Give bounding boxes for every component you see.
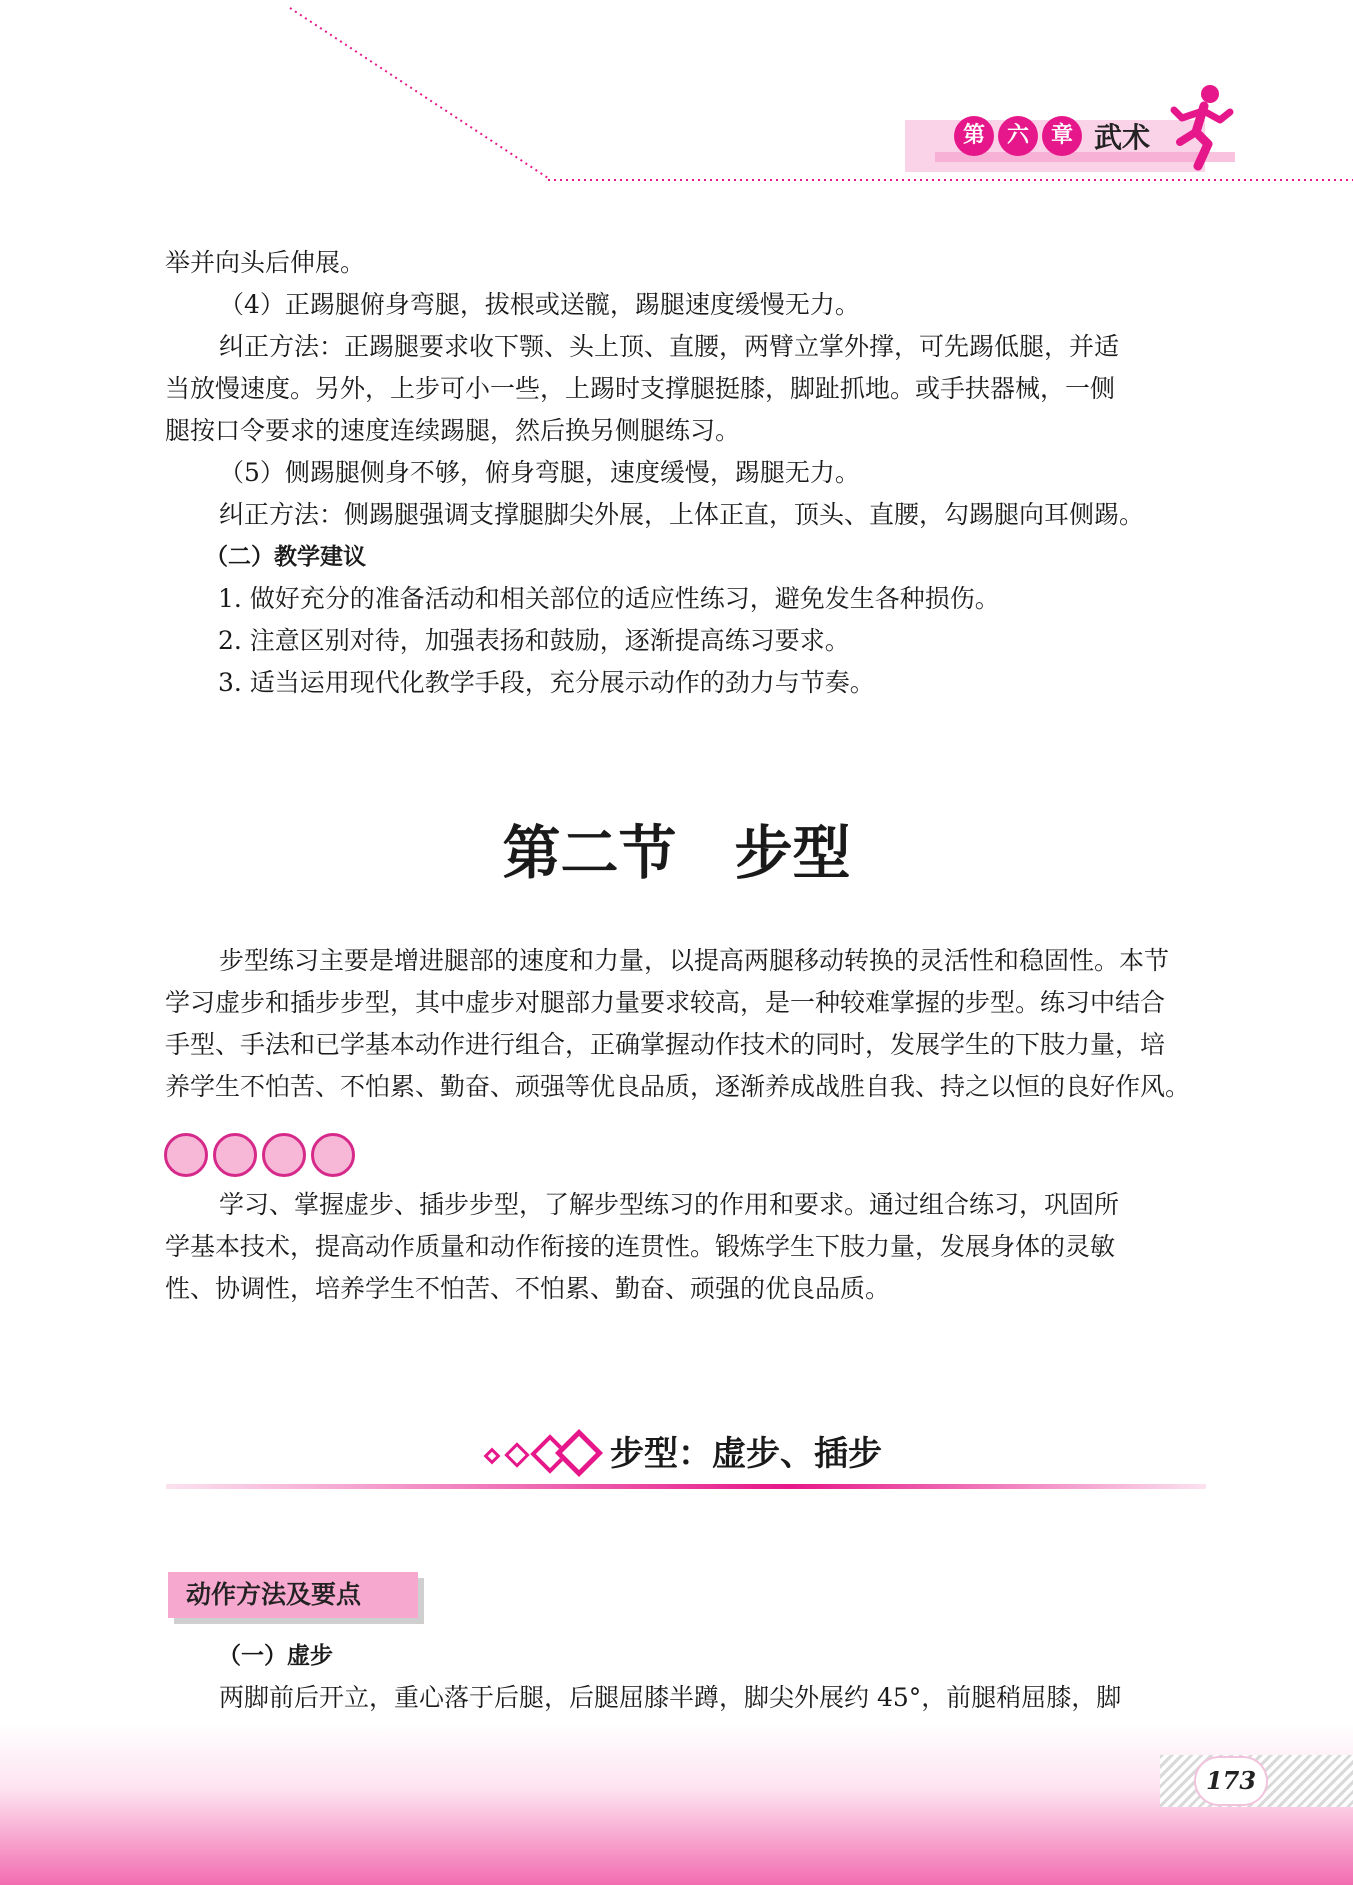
page-number: 173 bbox=[1205, 1766, 1257, 1795]
intro-line: 学习虚步和插步步型，其中虚步对腿部力量要求较高，是一种较难掌握的步型。练习中结合 bbox=[165, 988, 1166, 1017]
correction-4-line2: 当放慢速度。另外，上步可小一些，上踢时支撑腿挺膝，脚趾抓地。或手扶器械，一侧 bbox=[165, 374, 1116, 403]
topic-underline bbox=[166, 1484, 1206, 1489]
runner-icon bbox=[1168, 82, 1238, 172]
header-decoration bbox=[0, 0, 1353, 200]
list-item: 2. 注意区别对待，加强表扬和鼓励，逐渐提高练习要求。 bbox=[218, 626, 850, 655]
sub-heading-xubu: （一）虚步 bbox=[218, 1643, 333, 1669]
method-tab: 动作方法及要点 bbox=[168, 1572, 418, 1618]
chapter-char-3: 章 bbox=[1042, 116, 1082, 156]
goal-circle bbox=[213, 1133, 257, 1177]
chapter-subject: 武术 bbox=[1094, 121, 1151, 154]
intro-line: 步型练习主要是增进腿部的速度和力量，以提高两腿移动转换的灵活性和稳固性。本节 bbox=[219, 946, 1170, 975]
intro-line: 手型、手法和已学基本动作进行组合，正确掌握动作技术的同时，发展学生的下肢力量，培 bbox=[165, 1030, 1166, 1059]
goals-line: 学基本技术，提高动作质量和动作衔接的连贯性。锻炼学生下肢力量，发展身体的灵敏 bbox=[165, 1232, 1116, 1261]
goals-line: 性、协调性，培养学生不怕苦、不怕累、勤奋、顽强的优良品质。 bbox=[165, 1274, 891, 1303]
chapter-char-1: 第 bbox=[954, 116, 994, 156]
goals-line: 学习、掌握虚步、插步步型，了解步型练习的作用和要求。通过组合练习，巩固所 bbox=[219, 1190, 1120, 1219]
diamond-icon bbox=[484, 1448, 501, 1465]
section-title: 第二节 步型 bbox=[502, 819, 851, 887]
correction-5: 纠正方法：侧踢腿强调支撑腿脚尖外展，上体正直，顶头、直腰，勾踢腿向耳侧踢。 bbox=[219, 500, 1145, 529]
paragraph-cont: 举并向头后伸展。 bbox=[165, 248, 366, 277]
diamond-icon bbox=[504, 1442, 529, 1467]
correction-4-line3: 腿按口令要求的速度连续踢腿，然后换另侧腿练习。 bbox=[165, 416, 741, 445]
correction-4-line1: 纠正方法：正踢腿要求收下颚、头上顶、直腰，两臂立掌外撑，可先踢低腿，并适 bbox=[219, 332, 1120, 361]
method-text: 两脚前后开立，重心落于后腿，后腿屈膝半蹲，脚尖外展约 45°，前腿稍屈膝，脚 bbox=[219, 1683, 1122, 1712]
chapter-char-2: 六 bbox=[998, 116, 1038, 156]
list-item: 1. 做好充分的准备活动和相关部位的适应性练习，避免发生各种损伤。 bbox=[218, 584, 1000, 613]
error-item-4: （4）正踢腿俯身弯腿，拔根或送髋，踢腿速度缓慢无力。 bbox=[219, 290, 860, 319]
topic-title: 步型：虚步、插步 bbox=[610, 1434, 882, 1474]
goal-circle bbox=[311, 1133, 355, 1177]
footer-band bbox=[0, 1725, 1353, 1885]
sub-heading-teaching: （二）教学建议 bbox=[205, 544, 366, 570]
diamond-icon bbox=[555, 1429, 603, 1477]
intro-line: 养学生不怕苦、不怕累、勤奋、顽强等优良品质，逐渐养成战胜自我、持之以恒的良好作风。 bbox=[165, 1072, 1191, 1101]
error-item-5: （5）侧踢腿侧身不够，俯身弯腿，速度缓慢，踢腿无力。 bbox=[219, 458, 860, 487]
goal-circle bbox=[164, 1133, 208, 1177]
goal-circle bbox=[262, 1133, 306, 1177]
list-item: 3. 适当运用现代化教学手段，充分展示动作的劲力与节奏。 bbox=[218, 668, 875, 697]
